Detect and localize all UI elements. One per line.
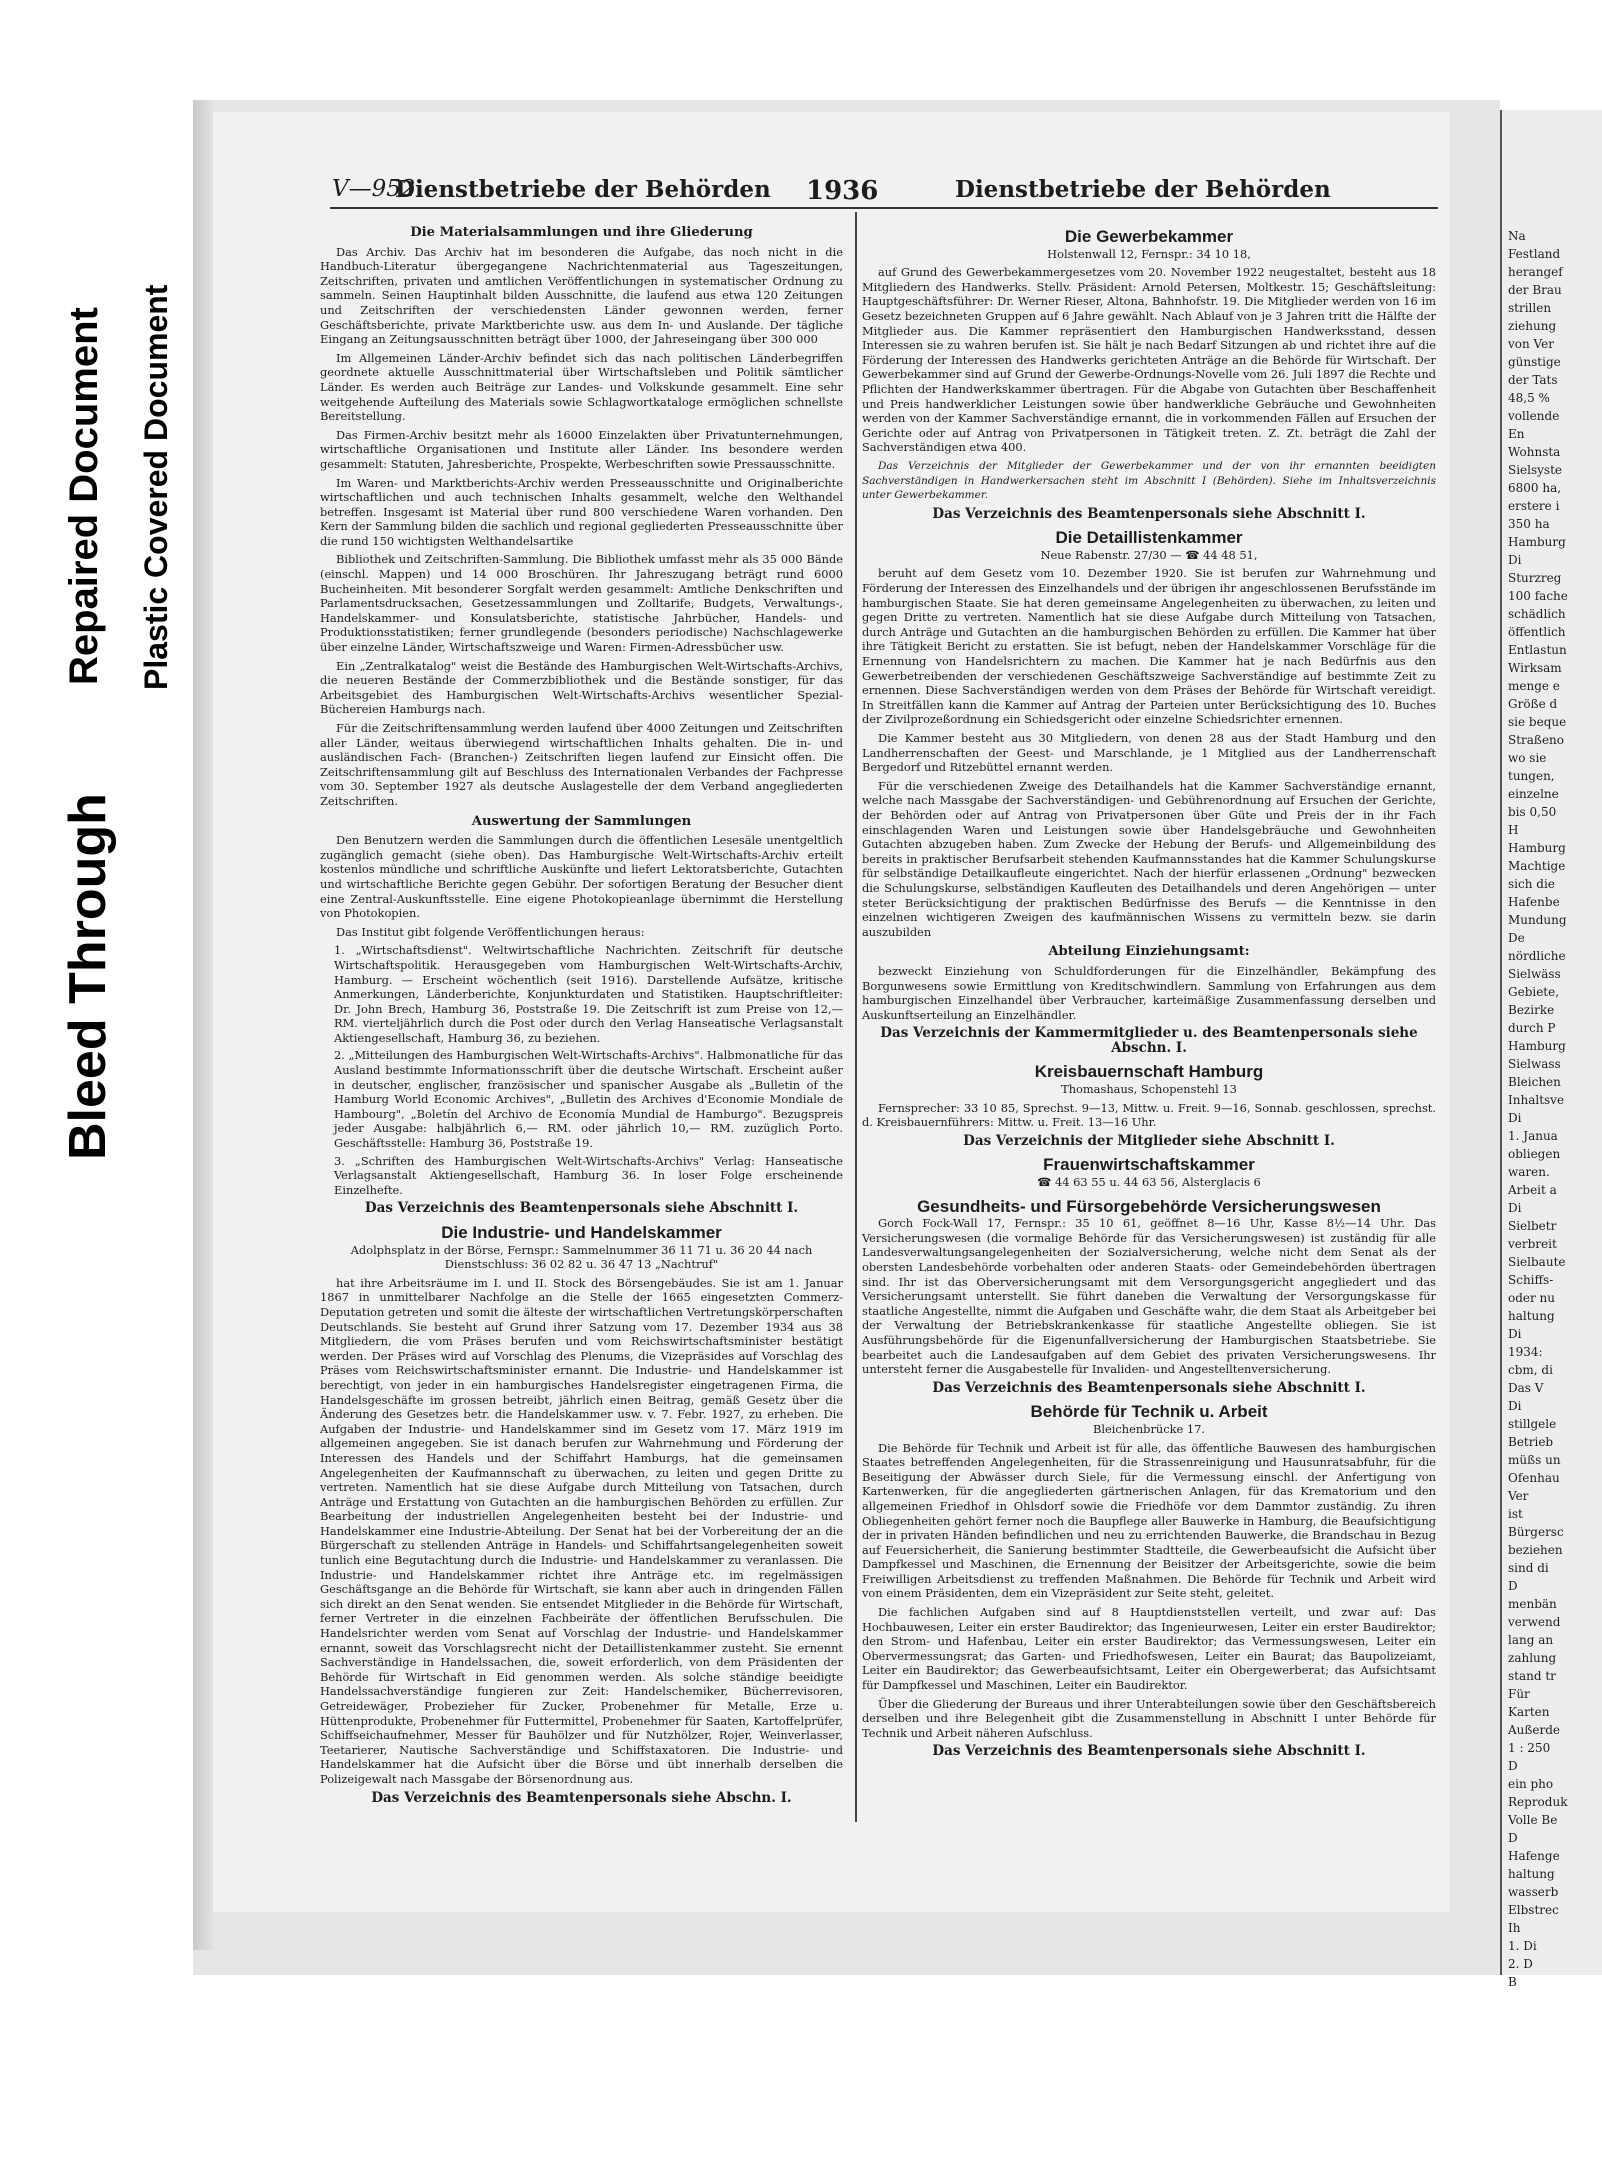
para-firmen-archiv: Das Firmen-Archiv besitzt mehr als 16000 Einzelakten über Privatunternehmungen, wirtschaftliche Organisationen und Institute aller Länder. Ins besondere werden gesammelt: Statuten, Jahresberichte, Prospekte, Werbeschriften sowie Pressausschnitte. [320, 427, 843, 471]
address-technik-arbeit: Bleichenbrücke 17. [1092, 1421, 1206, 1436]
next-page-fragment: haltung [1508, 1309, 1555, 1323]
heading-technik-arbeit: Behörde für Technik u. Arbeit [1030, 1402, 1268, 1422]
next-page-fragment: Di [1508, 1201, 1522, 1215]
next-page-fragment: B [1508, 1975, 1517, 1989]
reference-detaillistenkammer: Das Verzeichnis der Kammermitglieder u. des Beamtenpersonals siehe Abschn. I. [880, 1025, 1418, 1056]
next-page-fragment: herangef [1508, 265, 1563, 279]
next-page-fragment: 1. Janua [1508, 1129, 1558, 1143]
next-page-fragment: verwend [1508, 1615, 1561, 1629]
publication-1: 1. „Wirtschaftsdienst". Weltwirtschaftliche Nachrichten. Zeitschrift für deutsche Wirtschaftspolitik. Herausgegeben vom Hamburgischen Welt-Wirtschafts-Archiv, Hamburg. — Erscheint wöchentlich (seit 1916). Darstellende Aufsätze, kritische Anmerkungen, Länderberichte, Konjunkturdaten und Statistiken. Hauptschriftleiter: Dr. John Brech, Hamburg 36, Poststraße 19. Die Zeitschrift ist zum Preise von 12,— RM. vierteljährlich durch die Post oder durch den Verlag Hanseatische Verlagsanstalt Aktiengesellschaft, Hamburg 36, zu beziehen. [334, 943, 843, 1045]
next-page-fragment: schädlich [1508, 607, 1566, 621]
next-page-fragment: durch P [1508, 1021, 1556, 1035]
next-page-fragment: sich die [1508, 877, 1555, 891]
next-page-fragment: Machtige [1508, 859, 1566, 873]
next-page-fragment: ein pho [1508, 1777, 1554, 1791]
scanner-band-bottom [0, 1975, 1600, 2177]
next-page-fragment: ziehung [1508, 319, 1557, 333]
next-page-fragment: verbreit [1508, 1237, 1557, 1251]
next-page-fragment: obliegen [1508, 1147, 1561, 1161]
next-page-fragment: Wirksam [1508, 661, 1562, 675]
next-page-fragment: beziehen [1508, 1543, 1563, 1557]
next-page-fragment: Arbeit a [1508, 1183, 1557, 1197]
next-page-fragment: bis 0,50 [1508, 805, 1557, 819]
next-page-fragment: D [1508, 1759, 1518, 1773]
next-page-fragment: Hamburg [1508, 1039, 1566, 1053]
next-page-fragment: Für [1508, 1687, 1530, 1701]
next-page-fragment: Ih [1508, 1921, 1521, 1935]
next-page-fragment: müßs un [1508, 1453, 1561, 1467]
para-zentralkatalog: Ein „Zentralkatalog" weist die Bestände des Hamburgischen Welt-Wirtschafts-Archivs, die neueren Bestände der Commerzbibliothek und die Bestände sonstiger, für das Arbeitsgebiet des Hamburgischen Welt-Wirtschafts-Archivs wesentlicher Spezial-Büchereien Hamburgs nach. [320, 658, 843, 717]
next-page-fragment: Sielbaute [1508, 1255, 1566, 1269]
next-page-fragment: cbm, di [1508, 1363, 1553, 1377]
next-page-fragment: zahlung [1508, 1651, 1557, 1665]
para-technik-arbeit-2: Die fachlichen Aufgaben sind auf 8 Hauptdienststellen verteilt, und zwar auf: Das Hochbauwesen, Leiter ein erster Baudirektor; das Ingenieurwesen, Leiter ein erster Baudirektor; den Strom- und Hafenbau, Leiter ein erster Baudirektor; das Vermessungswesen, Leiter ein Obervermessungsrat; das Garten- und Friedhofswesen, Leiter ein Baurat; das Baupolizeiamt, Leiter ein Baudirektor; das Gewerbeaufsichtsamt, Leiter ein Obergewerberat; das Aufsichtsamt für Dampfkessel und Maschinen, Leiter ein Baudirektor. [862, 1605, 1436, 1693]
para-einziehungsamt: bezweckt Einziehung von Schuldforderungen für die Einzelhändler, Bekämpfung des Borgunwesens sowie Ermittlung von Kreditschwindlern. Sammlung von Erfahrungen aus dem hamburgischen Einzelhandel über Verbraucher, karteimäßige Zusammenfassung derselben und Auskunftserteilung an Einzelhändler. [862, 963, 1436, 1022]
heading-materialsammlungen: Die Materialsammlungen und ihre Gliederung [410, 225, 753, 240]
address-kreisbauernschaft: Thomashaus, Schopenstehl 13 [1061, 1082, 1237, 1097]
next-page-fragment: Volle Be [1508, 1813, 1558, 1827]
right-column [862, 220, 1436, 1830]
para-laender-archiv: Im Allgemeinen Länder-Archiv befindet sich das nach politischen Länderbegriffen geordnete aktuelle Ausschnittmaterial über Wirtschaftsleben und Politik sämtlicher Länder. Es werden auch Beiträge zur Landes- und Volkskunde gesammelt. Eine sehr weitgehende Aufteilung des Materials sowie Schlagwortkataloge ermöglichen schnellste Bereitstellung. [320, 350, 843, 424]
next-page-fragment: Straßeno [1508, 733, 1565, 747]
next-page-fragment: Hafenbe [1508, 895, 1560, 909]
heading-einziehungsamt: Abteilung Einziehungsamt: [1048, 944, 1250, 960]
address-detaillistenkammer: Neue Rabenstr. 27/30 — ☎ 44 48 51, [1040, 547, 1258, 562]
next-page-strip [1500, 110, 1602, 1989]
para-bibliothek: Bibliothek und Zeitschriften-Sammlung. Die Bibliothek umfasst mehr als 35 000 Bände (einschl. Mappen) und 14 000 Broschüren. Ihr Jahreszugang beträgt rund 6000 Bucheinheiten. Mit besonderer Sorgfalt werden gesammelt: Amtliche Denkschriften und Parlamentsdrucksachen, Gesetzessammlungen und Zolltarife, Budgets, Verwaltungs-, Handelskammer- und Konsulatsberichte, statistische Jahrbücher, Handels- und Produktionsstatistiken; ferner grundlegende (besonders periodische) Nachschlagewerke über einzelne Länder, Wirtschaftszweige und Waren: Firmen-Adressbücher usw. [320, 552, 843, 655]
next-page-fragment: Bezirke [1508, 1003, 1555, 1017]
para-detaillistenkammer-3: Für die verschiedenen Zweige des Detailhandels hat die Kammer Sachverständige ernannt, welche nach Massgabe der Sachverständigen- und Gebührenordnung auf Ersuchen der Gerichte, der Behörden oder auf Antrag von Privatpersonen über Güte und Preis der in ihr Fach einschlagenden Waren und Leistungen sowie über Handelsgebräuche und Gewohnheiten Gutachten abzugeben haben. Zum Zwecke der Hebung der Berufs- und Allgemeinbildung des bereits in praktischer Berufsarbeit stehenden Kaufmannsstandes hat die Kammer Schulungskurse für selbständige Detailkaufleute eingerichtet. Nach der hierfür erlassenen „Ordnung" bezwecken die Schulungskurse, selbständigen Kaufleuten des Detailhandels und deren Angehörigen — unter steter Berücksichtigung der praktischen Bedürfnisse des Berufs — die Kenntnisse in den einzelnen wichtigeren Zweigen des kaufmännischen Wissens zu vermitteln bezw. sie darin auszubilden [862, 778, 1436, 939]
address-gewerbekammer: Holstenwall 12, Fernspr.: 34 10 18, [1047, 246, 1251, 261]
next-page-fragment: Sielwass [1508, 1057, 1561, 1071]
next-page-fragment: wasserb [1508, 1885, 1559, 1899]
next-page-fragment: Bürgersc [1508, 1525, 1564, 1539]
sheet-edge [193, 100, 213, 1950]
next-page-fragment: sind di [1508, 1561, 1549, 1575]
next-page-fragment: Mundung [1508, 913, 1567, 927]
next-page-fragment: Di [1508, 1399, 1522, 1413]
heading-gesundheitsbehoerde: Gesundheits- und Fürsorgebehörde Versicherungswesen [917, 1196, 1381, 1216]
next-page-fragment: sie beque [1508, 715, 1567, 729]
next-page-fragment: von Ver [1508, 337, 1554, 351]
para-institut: Das Institut gibt folgende Veröffentlichungen heraus: [336, 924, 645, 939]
next-page-fragment: Gebiete, [1508, 985, 1560, 999]
next-page-fragment: Hamburg [1508, 841, 1566, 855]
page-number: V—952 [332, 176, 416, 202]
header-rule [330, 207, 1438, 209]
para-benutzer: Den Benutzern werden die Sammlungen durch die öffentlichen Lesesäle unentgeltlich zugänglich gemacht (siehe oben). Das Hamburgische Welt-Wirtschafts-Archiv erteilt kostenlos mündliche und schriftliche Auskünfte und liefert Lektoratsberichte, Gutachten und wirtschaftliche Berichte gegen Gebühr. Der sofortigen Beratung der Besucher dient eine Zentral-Auskunftsstelle. Eine eigene Photokopieanlage übernimmt die Herstellung von Photokopien. [320, 833, 843, 921]
scanner-band-top [0, 0, 1600, 50]
para-versicherungswesen: Gorch Fock-Wall 17, Fernspr.: 35 10 61, geöffnet 8—16 Uhr, Kasse 8½—14 Uhr. Das Versicherungswesen (die vormalige Behörde für das Versicherungswesen) ist zuständig für alle Landesverwaltungsangelegenheiten der Sozialversicherung, welche nicht dem Senat als der obersten Landesbehörde vorbehalten oder anderen Staats- oder Gemeindebehörden übertragen sind. Ihr ist das Oberversicherungsamt mit dem Versorgungsgericht angegliedert und das Versicherungsamt unterstellt. Sie führt daneben die Verwaltung der Versorgungskasse für staatliche Angestellte, nimmt die Aufgaben und Geschäfte wahr, die dem Staat als Arbeitgeber bei der Verwaltung der Betriebskrankenkasse für staatliche Angestellte obliegen. Sie ist Ausführungsbehörde für die Eigenunfallversicherung der Hamburgischen Staatsbetriebe. Sie bearbeitet auch die Landesaufgaben auf dem Gebiet des privaten Versicherungswesens. Ihr untersteht ferner die Ausgabestelle für Invaliden- und Angestelltenversicherung. [862, 1216, 1436, 1377]
reference-kreisbauernschaft: Das Verzeichnis der Mitglieder siehe Abschnitt I. [963, 1132, 1335, 1149]
plastic-covered-stamp: Plastic Covered Document [138, 284, 174, 690]
next-page-fragment: Hafenge [1508, 1849, 1560, 1863]
next-page-fragment: waren. [1508, 1165, 1550, 1179]
next-page-fragment: Sielsyste [1508, 463, 1563, 477]
next-page-fragment: Karten [1508, 1705, 1550, 1719]
next-page-fragment: Hamburg [1508, 535, 1566, 549]
next-page-fragment: Wohnsta [1508, 445, 1561, 459]
reference-versicherungswesen: Das Verzeichnis des Beamtenpersonals siehe Abschnitt I. [932, 1379, 1366, 1396]
next-page-fragment: stand tr [1508, 1669, 1556, 1683]
address-frauenwirtschaftskammer: ☎ 44 63 55 u. 44 63 56, Alsterglacis 6 [1037, 1175, 1261, 1190]
para-kreisbauernschaft: Fernsprecher: 33 10 85, Sprechst. 9—13, Mittw. u. Freit. 9—16, Sonnab. geschlossen, sprechst. d. Kreisbauernführers: Mittw. u. Freit. 13—16 Uhr. [862, 1100, 1436, 1130]
running-title-right: Dienstbetriebe der Behörden [955, 176, 1331, 203]
next-page-fragment: 1934: [1508, 1345, 1543, 1359]
next-page-fragment: Ver [1508, 1489, 1529, 1503]
next-page-fragment: Entlastun [1508, 643, 1567, 657]
para-waren-archiv: Im Waren- und Marktberichts-Archiv werden Presseausschnitte und Originalberichte wirtschaftlichen und auch technischen Inhalts gesammelt, welche den Welthandel betreffen. Insgesamt ist Material über rund 800 verschiedene Waren vorhanden. Den Kern der Sammlung bilden die sachlich und regional gegliederten Presseausschnitte über die rund 150 wichtigsten Welthandelsartike [320, 475, 843, 548]
next-page-fragment: 1. Di [1508, 1939, 1537, 1953]
next-page-fragment: Außerde [1508, 1723, 1561, 1737]
heading-detaillistenkammer: Die Detaillistenkammer [1055, 528, 1243, 548]
next-page-fragment: De [1508, 931, 1525, 945]
next-page-fragment: 48,5 % [1508, 391, 1550, 405]
reference-gewerbekammer: Das Verzeichnis des Beamtenpersonals siehe Abschnitt I. [932, 505, 1366, 522]
next-page-fragment: 1 : 250 [1508, 1741, 1551, 1755]
para-gewerbekammer: auf Grund des Gewerbekammergesetzes vom 20. November 1922 neugestaltet, besteht aus 18 Mitgliedern des Handwerks. Stellv. Präsident: Arnold Petersen, Moltkestr. 15; Geschäftsleitung: Hauptgeschäftsführer: Dr. Werner Rieser, Altona, Bahnhofstr. 19. Die Mitglieder werden von 16 im Gesetz bezeichneten Gruppen auf 6 Jahre gewählt. Nach Ablauf von je 3 Jahren tritt die Hälfte der Mitglieder aus. Die Kammer repräsentiert den Hamburgischen Handwerksstand, dessen Interessen sie zu wahren berufen ist. Sie hält je nach Bedarf Sitzungen ab und richtet ihre auf die Förderung der Interessen des Handwerks gerichteten Anträge an die Behörde für Wirtschaft. Der Gewerbekammer sind auf Grund der Gewerbe-Ordnungs-Novelle vom 26. Juli 1897 die Rechte und Pflichten der Handwerkskammer übertragen. Für die Abgabe von Gutachten über Beschaffenheit und Preis handwerklicher Leistungen sowie über handwerkliche Gebräuche und Gewohnheiten werden von der Kammer Sachverständige ernannt, die in vorkommenden Fällen auf Ersuchen der Gerichte oder auf Antrag von Privatpersonen in Tätigkeit treten. Z. Zt. beträgt die Zahl der Sachverständigen etwa 400. [862, 265, 1436, 455]
next-page-fragment: Di [1508, 553, 1522, 567]
next-page-fragment: nördliche [1508, 949, 1566, 963]
next-page-fragment: Schiffs- [1508, 1273, 1554, 1287]
next-page-fragment: günstige [1508, 355, 1561, 369]
repaired-document-stamp: Repaired Document [62, 307, 106, 685]
para-technik-arbeit-3: Über die Gliederung der Bureaus und ihrer Unterabteilungen sowie über den Geschäftsbereich derselben und ihre Belegenheit gibt die Zusammenstellung in Abschnitt I unter Behörde für Technik und Arbeit näheren Aufschluss. [862, 1696, 1436, 1740]
next-page-fragment: Das V [1508, 1381, 1544, 1395]
address-industrie-handelskammer: Adolphsplatz in der Börse, Fernspr.: Sammelnummer 36 11 71 u. 36 20 44 nach Dienstschluss: 36 02 82 u. 36 47 13 „Nachtruf" [350, 1242, 813, 1272]
next-page-fragment: haltung [1508, 1867, 1555, 1881]
publication-3: 3. „Schriften des Hamburgischen Welt-Wirtschafts-Archivs" Verlag: Hanseatische Verlagsanstalt Aktiengesellschaft, Hamburg 36. In loser Folge erscheinende Einzelhefte. [334, 1153, 843, 1197]
bleed-through-stamp: Bleed Through [59, 793, 117, 1160]
next-page-fragment: 100 fache [1508, 589, 1568, 603]
next-page-fragment: oder nu [1508, 1291, 1556, 1305]
para-technik-arbeit-1: Die Behörde für Technik und Arbeit ist für alle, das öffentliche Bauwesen des hamburgischen Staates betreffenden Angelegenheiten, für die Strassenreinigung und Hausunratsabfuhr, für die Beseitigung der Abwässer durch Siele, für die Vermessung einschl. der Anfertigung von Kartenwerken, für die angegliederten gärtnerischen Anlagen, für das Krematorium und den allgemeinen Friedhof in Ohlsdorf sowie die Friedhöfe vor dem Dammtor zuständig. Zu ihren Obliegenheiten gehört ferner noch die Baupflege aller Bauwerke in Hamburg, die Beaufsichtigung der in privaten Händen befindlichen und neu zu errichtenden Bauwerke, die Brandschau in Bezug auf Feuersicherheit, die Sanierung bestimmter Stadtteile, die Gewerbeaufsicht die Aufsicht über Dampfkessel und Maschinen, die Ernennung der Beisitzer der Arbeitsgerichte, sowie die beim Freiwilligen Arbeitsdienst zu treffenden Maßnahmen. Die Behörde für Technik und Arbeit wird von einem Präsidenten, dem ein Vizepräsident zur Seite steht, geleitet. [862, 1440, 1436, 1601]
para-detaillistenkammer-2: Die Kammer besteht aus 30 Mitgliedern, von denen 28 aus der Stadt Hamburg und den Landherrenschaften der Geest- und Marschlande, je 1 Mitglied aus der Landherrenschaft Bergedorf und Ritzebüttel ernannt werden. [862, 731, 1436, 775]
next-page-fragment: der Brau [1508, 283, 1562, 297]
next-page-fragment: strillen [1508, 301, 1552, 315]
next-page-fragment: 350 ha [1508, 517, 1550, 531]
next-page-fragment: Sturzreg [1508, 571, 1562, 585]
next-page-fragment: wo sie [1508, 751, 1547, 765]
left-column [320, 220, 843, 1830]
next-page-fragment: lang an [1508, 1633, 1554, 1647]
reference-beamtenpersonal: Das Verzeichnis des Beamtenpersonals siehe Abschnitt I. [364, 1200, 799, 1217]
next-page-fragment: 6800 ha, [1508, 481, 1562, 495]
next-page-fragment: stillgele [1508, 1417, 1557, 1431]
year-heading: 1936 [806, 176, 879, 206]
next-page-fragment: Ofenhau [1508, 1471, 1560, 1485]
next-page-fragment: öffentlich [1508, 625, 1566, 639]
next-page-fragment: H [1508, 823, 1519, 837]
next-page-fragment: Di [1508, 1111, 1522, 1125]
next-page-fragment: Festland [1508, 247, 1561, 261]
next-page-fragment: menge e [1508, 679, 1560, 693]
para-zeitschriften: Für die Zeitschriftensammlung werden laufend über 4000 Zeitungen und Zeitschriften aller Länder, weitaus überwiegend wirtschaftlichen Inhalts gehalten. Die in- und ausländischen Fach- (Branchen-) Zeitschriften liegen laufend zur Einsicht offen. Die Zeitschriftensammlung gilt auf Beschluss des Internationalen Verbandes der Fachpresse vom 30. September 1927 als deutsche Auslagestelle der dem Verband angegliederten Zeitschriften. [320, 721, 843, 808]
next-page-fragment: ist [1508, 1507, 1523, 1521]
next-page-fragment: Bleichen [1508, 1075, 1561, 1089]
next-page-fragment: D [1508, 1831, 1518, 1845]
next-page-fragment: der Tats [1508, 373, 1558, 387]
next-page-fragment: tungen, [1508, 769, 1555, 783]
next-page-fragment: einzelne [1508, 787, 1559, 801]
publication-2: 2. „Mitteilungen des Hamburgischen Welt-Wirtschafts-Archivs". Halbmonatliche für das Ausland bestimmte Informationsschrift über die deutsche Wirtschaft. Erscheint außer in deutscher, englischer, französischer und spanischer Ausgabe als „Bulletin of the Hamburg World Economic Archives", „Bulletin des Archives d'Economie Mondiale de Hambourg", „Boletín del Archivo de Economía Mundial de Hamburgo". Bezugspreis jeder Ausgabe: halbjährlich 6,— RM. oder jährlich 10,— RM. zuzüglich Porto. Geschäftsstelle: Hamburg 36, Poststraße 19. [334, 1048, 843, 1151]
para-detaillistenkammer-1: beruht auf dem Gesetz vom 10. Dezember 1920. Sie ist berufen zur Wahrnehmung und Förderung der Interessen des Einzelhandels und der übrigen ihr angeschlossenen Berufsstände im hamburgischen Staate. Sie hat deren gemeinsame Angelegenheiten zu überwachen, zu leiten und gegen Dritte zu vertreten. Namentlich hat sie diese Aufgabe durch Mitteilung von Tatsachen, durch Anträge und Gutachten an die hamburgischen Behörden zu erfüllen. Die Kammer hat über ihre Tätigkeit Bericht zu erstatten. Sie ist befugt, neben der Handelskammer Vorschläge für die Ernennung von Handelsrichtern zu machen. Die Kammer hat je nach Bedürfnis aus den Gewerbetreibenden der verschiedenen Geschäftszweige Sachverständige auf bestimmte Zeit zu ernennen. Diese Sachverständigen werden von dem Präses der Behörde für Wirtschaft vereidigt. In Streitfällen kann die Kammer auf Antrag der Parteien unter Berücksichtigung des 10. Buches der Zivilprozeßordnung ein Schiedsgericht oder einzelne Schiedsrichter ernennen. [862, 566, 1436, 727]
next-page-fragment: Sielwäss [1508, 967, 1561, 981]
next-page-fragment: Elbstrec [1508, 1903, 1559, 1917]
heading-industrie-handelskammer: Die Industrie- und Handelskammer [441, 1223, 722, 1242]
next-page-fragment: Inhaltsve [1508, 1093, 1565, 1107]
next-page-fragment: Sielbetr [1508, 1219, 1557, 1233]
next-page-fragment: Na [1508, 229, 1526, 243]
next-page-fragment: Di [1508, 1327, 1522, 1341]
next-page-fragment: En [1508, 427, 1525, 441]
para-archiv: Das Archiv. Das Archiv hat im besonderen die Aufgabe, das noch nicht in die Handbuch-Literatur übergegangene Nachrichtenmaterial aus Tageszeitungen, Zeitschriften, privaten und amtlichen Veröffentlichungen in systematischer Ordnung zu sammeln. Seinen Hauptinhalt bilden Ausschnitte, die laufend aus etwa 120 Zeitungen und Zeitschriften der verschiedensten Länder gewonnen werden, ferner Geschäftsberichte, private Marktberichte usw. aus dem In- und Auslande. Der tägliche Eingang an Zeitungsausschnitten beträgt über 1000, der Jahreseingang über 300 000 [320, 244, 843, 347]
next-page-fragment: D [1508, 1579, 1518, 1593]
reference-technik-arbeit: Das Verzeichnis des Beamtenpersonals siehe Abschnitt I. [932, 1743, 1366, 1760]
reference-beamtenpersonal-2: Das Verzeichnis des Beamtenpersonals siehe Abschn. I. [371, 1789, 792, 1806]
next-page-fragment: menbän [1508, 1597, 1557, 1611]
note-gewerbekammer: Das Verzeichnis der Mitglieder der Gewerbekammer und der von ihr ernannten beeidigten Sachverständigen in Handwerkersachen steht im Abschnitt I (Behörden). Siehe im Inhaltsverzeichnis unter Gewerbekammer. [862, 459, 1436, 502]
column-divider [855, 212, 857, 1822]
heading-frauenwirtschaftskammer: Frauenwirtschaftskammer [1043, 1155, 1255, 1175]
next-page-fragment: Größe d [1508, 697, 1558, 711]
next-page-fragment: Betrieb [1508, 1435, 1554, 1449]
next-page-fragment: Reproduk [1508, 1795, 1568, 1809]
para-industrie-handelskammer: hat ihre Arbeitsräume im I. und II. Stock des Börsengebäudes. Sie ist am 1. Januar 1867 in unmittelbarer Nachfolge an die Stelle der 1665 eingesetzten Commerz-Deputation getreten und somit die älteste der wirtschaftlichen Vertretungskörperschaften Deutschlands. Sie besteht auf Grund ihrer Satzung vom 17. Dezember 1934 aus 38 Mitgliedern, die vom Präses berufen und vom Reichswirtschaftsminister bestätigt werden. Der Präses wird auf Vorschlag des Plenums, die Vizepräsides auf Vorschlag des Präses vom Reichswirtschaftsminister ernannt. Die Industrie- und Handelskammer ist berechtigt, von jeder in ein hamburgisches Handelsregister eingetragenen Firma, die Handelsgeschäfte im grossen betreibt, jährlich einen Beitrag, gemäß Gesetz über die Änderung des Gesetzes betr. die Handelskammer usw. v. 7. Febr. 1927, zu erheben. Die Aufgaben der Industrie- und Handelskammer sind im Gesetz vom 17. März 1919 im allgemeinen angegeben. Sie ist danach berufen zur Wahrnehmung und Förderung der Interessen des Handels und der Schiffahrt Hamburgs, hat die gemeinsamen Angelegenheiten der Kaufmannschaft zu überwachen, zu leiten und gegen Dritte zu vertreten. Namentlich hat sie diese Aufgabe durch Mitteilung von Tatsachen, durch Anträge und Erstattung von Gutachten an die hamburgischen Behörden zu erfüllen. Zur Bearbeitung der industriellen Angelegenheiten besteht bei der Industrie- und Handelskammer eine Industrie-Abteilung. Der Senat hat bei der Vorbereitung der an die Bürgerschaft zu stellenden Anträge in Handels- und Schiffahrtsangelegenheiten soweit tunlich eine Begutachtung durch die Industrie- und Handelskammer zu veranlassen. Die Industrie- und Handelskammer richtet ihre Anträge etc. im regelmässigen Geschäftsgange an die Behörde für Wirtschaft, sie kann aber auch in dringenden Fällen sich direkt an den Senat wenden. Sie entsendet Mitglieder in die Behörde für Wirtschaft, ferner Vertreter in die einzelnen Fachbeiräte der öffentlichen Berufsschulen. Die Handelsrichter werden vom Senat auf Vorschlag der Industrie- und Handelskammer ernannt, soweit das Vorschlagsrecht nicht der Detaillistenkammer zusteht. Sie ernennt Sachverständige in Handelssachen, die, soweit erforderlich, von dem Präsidenten der Behörde für Wirtschaft in Eid genommen werden. Als solche ständige beeidigte Handelssachverständige fungieren zur Zeit: Handelschemiker, Bücherrevisoren, Getreidewäger, Probezieher für Zucker, Probenehmer für Metalle, Erze u. Hüttenprodukte, Probenehmer für Futtermittel, Probenehmer für Saaten, Kartoffelprüfer, Schiffseichaufnehmer, Messer für Bauhölzer und für Nutzhölzer, Rojer, Weinverlasser, Teetarierer, Nautische Sachverständige und Schiffstaxatoren. Die Industrie- und Handelskammer hat die Aufsicht über die Börse und übt innerhalb derselben die Polizeigewalt nach Massgabe der Börsenordnung aus. [320, 1275, 843, 1786]
heading-auswertung: Auswertung der Sammlungen [471, 813, 692, 829]
next-page-fragment: erstere i [1508, 499, 1560, 513]
next-page-fragment: vollende [1508, 409, 1560, 423]
running-title-left: Dienstbetriebe der Behörden [395, 176, 771, 203]
heading-gewerbekammer: Die Gewerbekammer [1064, 227, 1234, 246]
next-page-fragment: 2. D [1508, 1957, 1533, 1971]
heading-kreisbauernschaft: Kreisbauernschaft Hamburg [1034, 1062, 1264, 1082]
